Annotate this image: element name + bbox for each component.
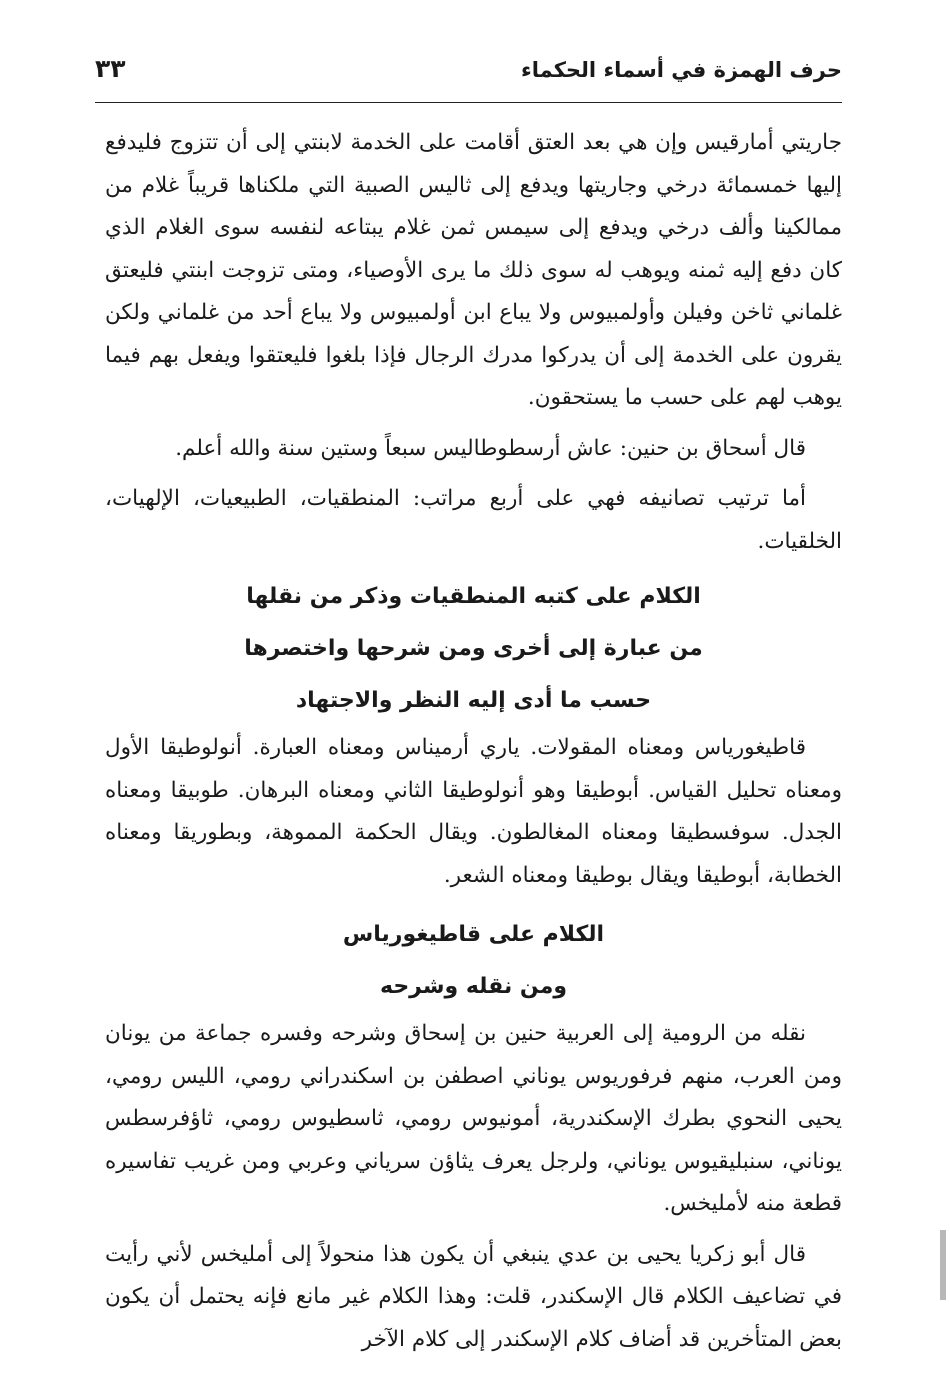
body-text bbox=[105, 122, 842, 1361]
page-header bbox=[95, 52, 842, 103]
paragraph-lifespan: قال أسحاق بن حنين: عاش أرسطوطاليس سبعاً وستين سنة والله أعلم. bbox=[175, 435, 806, 461]
running-title: حرف الهمزة في أسماء الحكماء bbox=[521, 58, 842, 82]
paragraph-works-order: أما ترتيب تصانيفه فهي على أربع مراتب: المنطقيات، الطبيعيات، الإلهيات، الخلقيات. bbox=[105, 486, 842, 554]
paragraph-will-text: جاريتي أمارقيس وإن هي بعد العتق أقامت على الخدمة لابنتي إلى أن تتزوج فليدفع إليها خمسمائة درخي وجاريتها ويدفع إلى ثاليس الصبية التي ملكناها قريباً غلام من ممالكينا وألف درخي ويدفع إلى سيمس ثمن غلام يبتاعه لنفسه سوى الغلام الذي كان دفع إليه ثمنه ويوهب له سوى ذلك ما يرى الأوصياء، ومتى تزوجت ابنتي فليعتق غلماني ثاخن وفيلن وأولمبيوس ولا يباع ابن أولمبيوس ولا يباع أحد من غلماني ولكن يقرون على الخدمة إلى أن يدركوا مدرك الرجال فإذا بلغوا فليعتقوا ويفعل بهم فيما يوهب لهم على حسب ما يستحقون. bbox=[105, 130, 842, 410]
section-heading-logic-line-1: الكلام على كتبه المنطقيات وذكر من نقلها bbox=[246, 584, 701, 609]
scan-edge-mark bbox=[940, 1230, 946, 1300]
section-heading-categories-line-2: ومن نقله وشرحه bbox=[379, 974, 568, 999]
section-heading-logic-line-3: حسب ما أدى إليه النظر والاجتهاد bbox=[295, 688, 652, 713]
paragraph-translators: نقله من الرومية إلى العربية حنين بن إسحاق وشرحه وفسره جماعة من يونان ومن العرب، منهم فرفوريوس يوناني اصطفن بن اسكندراني رومي، الليس رومي، يحيى النحوي بطرك الإسكندرية، أمونيوس رومي، ثاسطيوس رومي، ثاؤفرسطس يوناني، سنبليقيوس يوناني، ولرجل يعرف يثاؤن سرياني وعربي ومن غريب تفاسيره قطعة منه لأمليخس. bbox=[105, 1021, 842, 1216]
section-heading-logic-line-2: من عبارة إلى أخرى ومن شرحها واختصرها bbox=[244, 636, 703, 661]
paragraph-logic-books: قاطيغورياس ومعناه المقولات. ياري أرميناس ومعناه العبارة. أنولوطيقا الأول ومعناه تحليل القياس. أبوطيقا وهو أنولوطيقا الثاني ومعناه البرهان. طوبيقا ومعناه الجدل. سوفسطيقا ومعناه المغالطون. ويقال الحكمة المموهة، وبطوريقا ومعناه الخطابة، أبوطيقا ويقال بوطيقا ومعناه الشعر. bbox=[105, 735, 842, 888]
section-heading-categories-line-1: الكلام على قاطيغورياس bbox=[342, 922, 605, 947]
page-number: ٣٣ bbox=[95, 54, 126, 83]
paragraph-yahya-ibn-adi: قال أبو زكريا يحيى بن عدي ينبغي أن يكون هذا منحولاً إلى أمليخس لأني رأيت في تضاعيف الكلام قال الإسكندر، قلت: وهذا الكلام غير مانع فإنه يحتمل أن يكون بعض المتأخرين قد أضاف كلام الإسكندر إلى كلام الآخر bbox=[105, 1241, 842, 1352]
